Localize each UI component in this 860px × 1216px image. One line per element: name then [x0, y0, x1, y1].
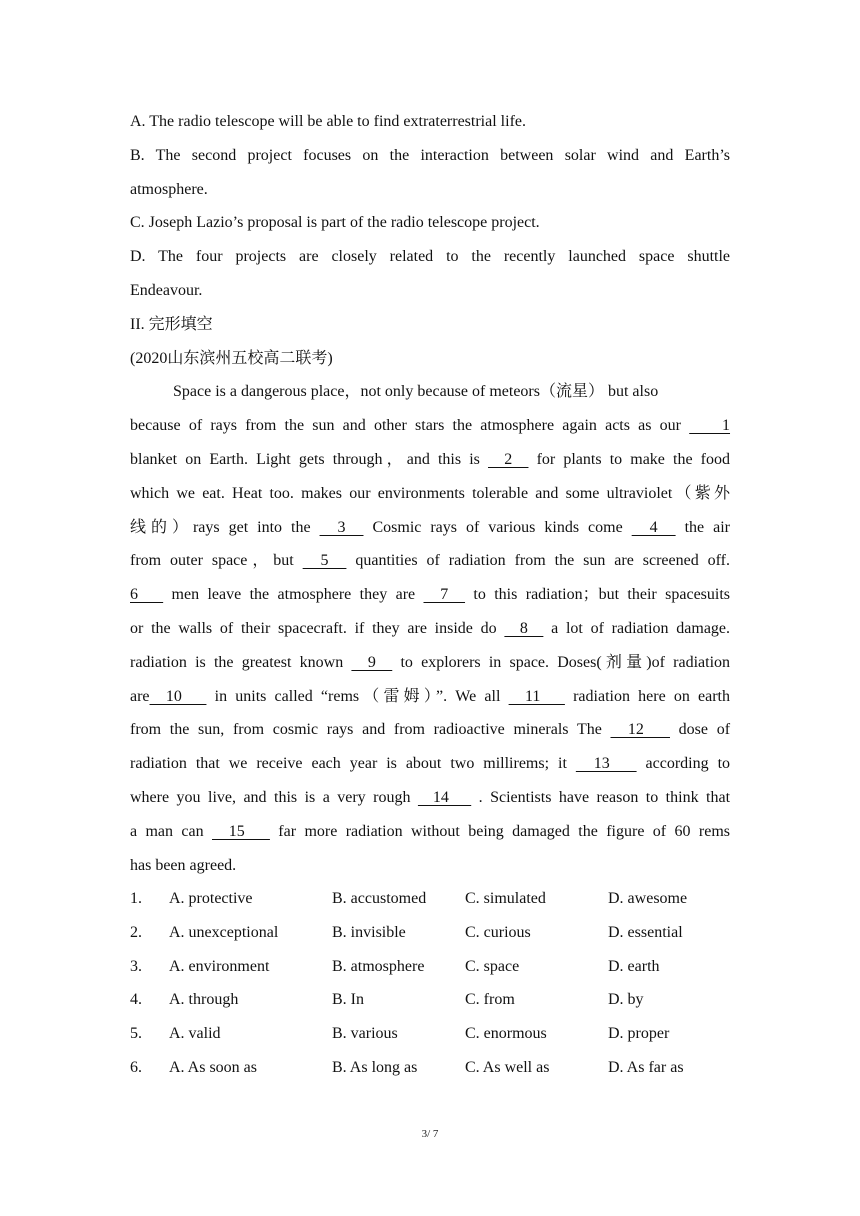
passage-line: from the sun, from cosmic rays and from radioactive minerals The 12 dose of	[130, 721, 731, 739]
passage-line: Space is a dangerous place，not only because of meteors（流星） but also	[173, 383, 659, 401]
blank-9: 9	[351, 653, 393, 671]
blank-8: 8	[504, 619, 544, 637]
option-b-line1: B. The second project focuses on the interaction between solar wind and Earth’s	[130, 146, 730, 164]
section-heading: II. 完形填空	[130, 315, 213, 333]
passage-line: because of rays from the sun and other stars the atmosphere again acts as our 1	[130, 417, 731, 435]
passage-line: or the walls of their spacecraft. if they are inside do 8 a lot of radiation damage.	[130, 619, 731, 637]
passage-line: are 10 in units called “rems（雷姆）”. We all 11 radiation here on earth	[130, 687, 731, 705]
option-c: C. Joseph Lazio’s proposal is part of the radio telescope project.	[130, 214, 540, 232]
choice-c: C. from	[465, 991, 515, 1009]
choice-a: A. As soon as	[169, 1058, 258, 1076]
choice-b: B. invisible	[332, 923, 406, 941]
choice-a: A. valid	[169, 1025, 221, 1043]
choice-c: C. curious	[465, 923, 531, 941]
option-d-line1: D. The four projects are closely related to the recently launched space shuttle	[130, 248, 730, 266]
choice-c: C. As well as	[465, 1058, 550, 1076]
blank-2: 2	[488, 450, 529, 468]
choice-row	[130, 1017, 730, 1051]
choice-c: C. enormous	[465, 1025, 547, 1043]
blank-10: 10	[149, 687, 207, 705]
passage-line: a man can 15 far more radiation without being damaged the figure of 60 rems	[130, 822, 730, 840]
choice-row	[130, 1051, 730, 1085]
blank-1: 1	[689, 417, 731, 435]
choice-row	[130, 983, 730, 1017]
passage-line: where you live, and this is a very rough 14 . Scientists have reason to think that	[130, 788, 731, 806]
passage-line: which we eat. Heat too. makes our environments tolerable and some ultraviolet（紫外	[130, 484, 730, 502]
choice-table	[130, 882, 730, 1085]
passage-line: radiation that we receive each year is about two millirems; it 13 according to	[130, 755, 731, 773]
choice-b: B. As long as	[332, 1058, 418, 1076]
choice-c: C. space	[465, 957, 520, 975]
blank-4: 4	[631, 518, 676, 536]
option-a: A. The radio telescope will be able to find extraterrestrial life.	[130, 113, 526, 130]
choice-number: 6.	[130, 1058, 142, 1076]
choice-d: D. essential	[608, 923, 683, 941]
choice-number: 4.	[130, 991, 142, 1009]
choice-d: D. As far as	[608, 1058, 684, 1076]
choice-row	[130, 882, 730, 916]
choice-number: 5.	[130, 1025, 142, 1043]
choice-b: B. various	[332, 1025, 398, 1043]
blank-12: 12	[610, 721, 670, 739]
page-content	[130, 105, 730, 882]
choice-number: 1.	[130, 890, 142, 907]
choice-b: B. atmosphere	[332, 957, 425, 975]
passage-line: 6 men leave the atmosphere they are 7 to this radiation；but their spacesuits	[130, 586, 731, 604]
choice-b: B. accustomed	[332, 890, 427, 907]
choice-d: D. by	[608, 991, 644, 1009]
blank-6: 6	[130, 586, 164, 604]
choice-number: 2.	[130, 923, 142, 941]
choice-row	[130, 916, 730, 950]
passage-line: radiation is the greatest known 9 to explorers in space. Doses(剂量)of radiation	[130, 653, 731, 671]
blank-14: 14	[417, 788, 472, 806]
blank-13: 13	[575, 755, 637, 773]
blank-11: 11	[508, 687, 565, 705]
section-source: (2020山东滨州五校高二联考)	[130, 349, 333, 367]
option-d-line2: Endeavour.	[130, 281, 203, 299]
choice-d: D. proper	[608, 1025, 670, 1043]
blank-7: 7	[423, 586, 466, 604]
passage-line: 线的）rays get into the 3 Cosmic rays of various kinds come 4 the air	[130, 518, 730, 536]
passage-line: has been agreed.	[130, 856, 237, 874]
choice-row	[130, 950, 730, 984]
choice-d: D. awesome	[608, 890, 688, 907]
choice-a: A. through	[169, 991, 239, 1009]
choice-number: 3.	[130, 957, 142, 975]
passage-line: blanket on Earth. Light gets through，and this is 2 for plants to make the food	[130, 450, 731, 468]
choice-c: C. simulated	[465, 890, 546, 907]
page-number: 3/ 7	[421, 1128, 439, 1140]
choice-a: A. protective	[169, 890, 253, 907]
blank-3: 3	[319, 518, 364, 536]
choice-a: A. environment	[169, 957, 270, 975]
passage-line: from outer space，but 5 quantities of radiation from the sun are screened off.	[130, 552, 731, 570]
blank-5: 5	[302, 552, 347, 570]
choice-b: B. In	[332, 991, 364, 1009]
choice-d: D. earth	[608, 957, 660, 975]
blank-15: 15	[212, 822, 270, 840]
choice-a: A. unexceptional	[169, 923, 279, 941]
option-b-line2: atmosphere.	[130, 180, 208, 198]
